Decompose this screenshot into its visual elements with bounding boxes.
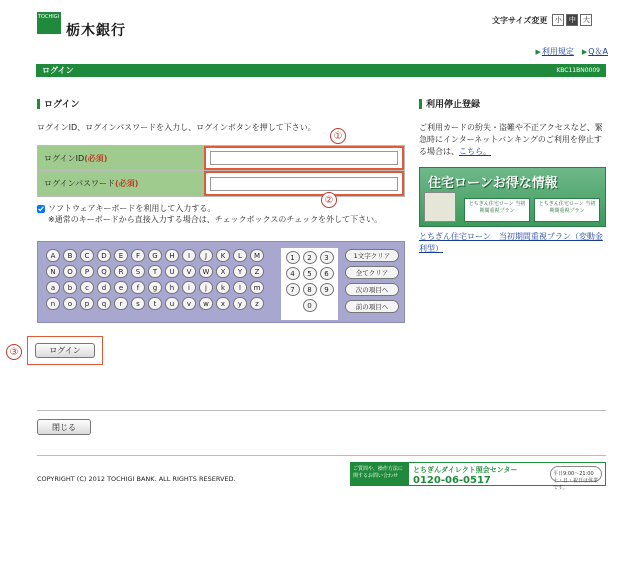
key-z[interactable]: z <box>250 297 264 310</box>
key-q[interactable]: q <box>97 297 111 310</box>
key-a[interactable]: a <box>46 281 60 294</box>
login-instruction: ログインID、ログインパスワードを入力し、ログインボタンを押して下さい。 <box>37 123 316 132</box>
promo-plan-box-2: とちぎん住宅ローン 当初期間重視プラン <box>534 198 600 222</box>
key-V[interactable]: V <box>182 265 196 278</box>
required-mark: (必須) <box>84 153 108 163</box>
prev-field-button[interactable]: 前の項目へ <box>345 300 399 313</box>
key-6[interactable]: 6 <box>320 267 334 280</box>
letter-keys <box>46 249 264 313</box>
login-password-label <box>38 171 204 196</box>
number-keys <box>281 248 338 320</box>
key-I[interactable]: I <box>182 249 196 262</box>
text-size-control <box>492 14 592 26</box>
page-header-bar <box>36 64 606 77</box>
key-v[interactable]: v <box>182 297 196 310</box>
keyboard-row <box>46 265 264 278</box>
suspension-link[interactable]: こちら。 <box>459 147 491 156</box>
key-e[interactable]: e <box>114 281 128 294</box>
suspension-section-title <box>419 97 480 110</box>
software-keyboard <box>37 241 405 323</box>
software-keyboard-label: ソフトウェアキーボードを利用して入力する。 <box>48 204 216 213</box>
login-section-title <box>37 97 80 110</box>
key-g[interactable]: g <box>148 281 162 294</box>
badge-1: ① <box>330 128 346 144</box>
bank-name: 栃木銀行 <box>66 23 126 39</box>
key-r[interactable]: r <box>114 297 128 310</box>
keyboard-row <box>46 249 264 262</box>
badge-3: ③ <box>6 344 22 360</box>
key-Z[interactable]: Z <box>250 265 264 278</box>
key-B[interactable]: B <box>63 249 77 262</box>
housing-loan-link[interactable]: とちぎん住宅ローン 当初期間重視プラン（変動金利型） <box>419 232 603 253</box>
text-size-medium-button[interactable]: 中 <box>566 14 578 26</box>
required-mark: (必須) <box>115 179 139 188</box>
clear-all-button[interactable]: 全てクリア <box>345 266 399 279</box>
key-i[interactable]: i <box>182 281 196 294</box>
software-keyboard-option <box>37 203 215 214</box>
key-W[interactable]: W <box>199 265 213 278</box>
suspension-text <box>419 122 607 158</box>
login-id-label-text: ログインID <box>44 153 85 163</box>
key-U[interactable]: U <box>165 265 179 278</box>
login-section-title-text: ログイン <box>44 100 80 110</box>
housing-loan-banner[interactable] <box>419 167 606 227</box>
login-id-cell <box>204 146 404 170</box>
key-0[interactable]: 0 <box>303 299 317 312</box>
key-F[interactable]: F <box>131 249 145 262</box>
key-w[interactable]: w <box>199 297 213 310</box>
key-R[interactable]: R <box>114 265 128 278</box>
key-7[interactable]: 7 <box>286 283 300 296</box>
key-Q[interactable]: Q <box>97 265 111 278</box>
contact-hours: 平日9:00〜21:00 土・日・祝日は休業です。 <box>550 466 602 482</box>
section-marker-icon <box>37 99 40 109</box>
house-icon <box>424 192 456 222</box>
key-M[interactable]: M <box>250 249 264 262</box>
divider <box>37 455 606 456</box>
login-password-input[interactable] <box>210 177 398 191</box>
clear-one-button[interactable]: 1文字クリア <box>345 249 399 262</box>
top-links <box>535 46 608 57</box>
function-keys <box>345 249 399 313</box>
arrow-right-icon: ▶ <box>535 48 541 56</box>
key-y[interactable]: y <box>233 297 247 310</box>
badge-2: ② <box>321 192 337 208</box>
promo-title: 住宅ローンお得な情報 <box>428 176 558 191</box>
key-d[interactable]: d <box>97 281 111 294</box>
page-title: ログイン <box>42 66 74 75</box>
key-L[interactable]: L <box>233 249 247 262</box>
key-X[interactable]: X <box>216 265 230 278</box>
key-H[interactable]: H <box>165 249 179 262</box>
keyboard-row <box>46 281 264 294</box>
bank-logo: TOCHIGI <box>37 12 61 34</box>
key-1[interactable]: 1 <box>286 251 300 264</box>
software-keyboard-checkbox[interactable] <box>37 205 45 213</box>
contact-banner-note: ご質問や、操作方法に関するお問い合わせ <box>351 463 409 485</box>
key-A[interactable]: A <box>46 249 60 262</box>
screen-code: KBC11BN0009 <box>556 67 600 74</box>
key-C[interactable]: C <box>80 249 94 262</box>
key-E[interactable]: E <box>114 249 128 262</box>
number-row <box>285 251 334 264</box>
login-password-cell <box>204 171 404 196</box>
key-t[interactable]: t <box>148 297 162 310</box>
number-row <box>285 299 334 312</box>
close-button[interactable]: 閉じる <box>37 419 91 435</box>
key-P[interactable]: P <box>80 265 94 278</box>
section-marker-icon <box>419 99 422 109</box>
key-f[interactable]: f <box>131 281 145 294</box>
key-2[interactable]: 2 <box>303 251 317 264</box>
next-field-button[interactable]: 次の項目へ <box>345 283 399 296</box>
key-9[interactable]: 9 <box>320 283 334 296</box>
key-b[interactable]: b <box>63 281 77 294</box>
key-5[interactable]: 5 <box>303 267 317 280</box>
number-row <box>285 283 334 296</box>
key-l[interactable]: l <box>233 281 247 294</box>
text-size-large-button[interactable]: 大 <box>580 14 592 26</box>
key-j[interactable]: j <box>199 281 213 294</box>
key-c[interactable]: c <box>80 281 94 294</box>
promo-plan-box-1: とちぎん住宅ローン 当初期間重視プラン <box>464 198 530 222</box>
contact-banner[interactable] <box>350 462 606 491</box>
software-keyboard-note: ※通常のキーボードから直接入力する場合は、チェックボックスのチェックを外して下さい。 <box>48 215 383 224</box>
text-size-label: 文字サイズ変更 <box>492 15 548 25</box>
key-O[interactable]: O <box>63 265 77 278</box>
key-S[interactable]: S <box>131 265 145 278</box>
key-h[interactable]: h <box>165 281 179 294</box>
key-4[interactable]: 4 <box>286 267 300 280</box>
login-id-label <box>38 146 204 170</box>
copyright: COPYRIGHT (C) 2012 TOCHIGI BANK. ALL RIGHTS RESERVED. <box>37 475 236 483</box>
text-size-small-button[interactable]: 小 <box>552 14 564 26</box>
key-Y[interactable]: Y <box>233 265 247 278</box>
key-x[interactable]: x <box>216 297 230 310</box>
key-s[interactable]: s <box>131 297 145 310</box>
key-o[interactable]: o <box>63 297 77 310</box>
arrow-right-icon: ▶ <box>581 48 588 56</box>
login-form <box>37 145 405 197</box>
login-id-input[interactable] <box>210 151 398 165</box>
key-3[interactable]: 3 <box>320 251 334 264</box>
key-J[interactable]: J <box>199 249 213 262</box>
suspension-description: ご利用カードの紛失・盗難や不正アクセスなど、緊急時にインターネットバンキングのご利用を停止する場合は、 <box>419 123 603 156</box>
contact-banner-main <box>409 463 547 485</box>
contact-center-name: とちぎんダイレクト照会センター <box>413 466 518 474</box>
key-D[interactable]: D <box>97 249 111 262</box>
faq-link[interactable]: Q＆A <box>588 47 608 56</box>
login-button-frame <box>27 336 103 365</box>
key-T[interactable]: T <box>148 265 162 278</box>
login-button[interactable]: ログイン <box>35 343 95 358</box>
key-u[interactable]: u <box>165 297 179 310</box>
contact-phone: 0120-06-0517 <box>413 475 491 486</box>
login-id-row <box>38 146 404 171</box>
login-password-label-text: ログインパスワード <box>44 179 116 188</box>
key-G[interactable]: G <box>148 249 162 262</box>
suspension-section-title-text: 利用停止登録 <box>426 100 481 110</box>
terms-link[interactable]: 利用規定 <box>541 47 574 56</box>
keyboard-row <box>46 297 264 310</box>
key-n[interactable]: n <box>46 297 60 310</box>
key-8[interactable]: 8 <box>303 283 317 296</box>
key-K[interactable]: K <box>216 249 230 262</box>
number-row <box>285 267 334 280</box>
key-k[interactable]: k <box>216 281 230 294</box>
key-N[interactable]: N <box>46 265 60 278</box>
login-password-row <box>38 171 404 196</box>
divider <box>37 410 606 411</box>
key-p[interactable]: p <box>80 297 94 310</box>
key-m[interactable]: m <box>250 281 264 294</box>
